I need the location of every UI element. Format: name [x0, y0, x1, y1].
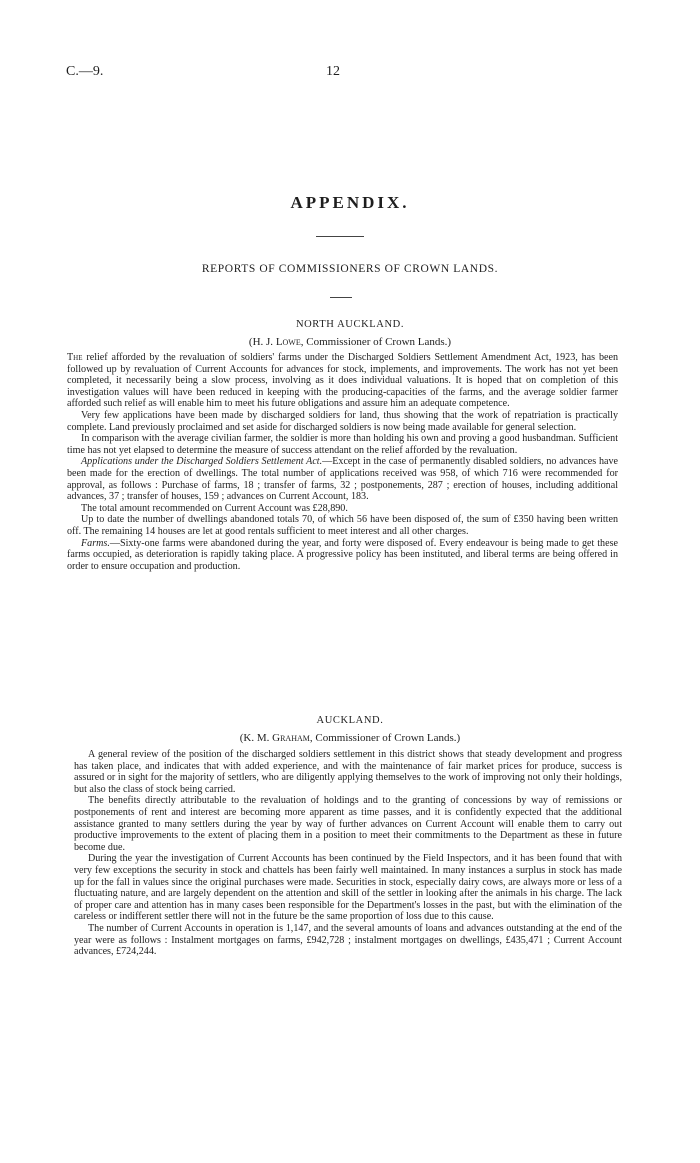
section-body-auckland: [74, 749, 622, 958]
section-author-north-auckland: (H. J. Lowe, Commissioner of Crown Lands.): [248, 336, 452, 348]
title-divider: [316, 236, 364, 237]
section-body-north-auckland: [67, 352, 618, 572]
paragraph: The total amount recommended on Current Account was £28,890.: [81, 502, 348, 514]
page-subtitle: REPORTS OF COMMISSIONERS OF CROWN LANDS.: [201, 263, 499, 275]
paragraph: Up to date the number of dwellings abandoned totals 70, of which 56 have been disposed of, the sum of £350 having been written off. The remaining 14 houses are let at good rentals sufficient to meet interest and all other charges.: [67, 514, 618, 537]
section-author-auckland: (K. M. Graham, Commissioner of Crown Lands.): [239, 732, 461, 744]
section-heading-north-auckland: NORTH AUCKLAND.: [295, 319, 405, 330]
paragraph: Very few applications have been made by discharged soldiers for land, thus showing that the work of repatriation is practically complete. Land previously proclaimed and set aside for discharged soldiers is now being made available for general selection.: [67, 409, 618, 433]
paragraph: The benefits directly attributable to the revaluation of holdings and to the granting of concessions by way of remissions or postponements of rent and interest are becoming more apparent as time passes, and it is confidently expected that the additional assistance granted to many settlers during the year by way of further advances on Current Account will enable them to carry out productive improvements to the extent of placing them in a position to meet their commitments to the Department as these in future become due.: [74, 795, 622, 853]
paragraph: During the year the investigation of Current Accounts has been continued by the Field Inspectors, and it has been found that with very few exceptions the security in stock and chattels has been fairly well maintained. In many instances a surplus in stock has made up for the fall in values since the original purchases were made. Securities in stock, especially dairy cows, are always more or less of a fluctuating nature, and are largely dependent on the attention and skill of the settler in looking after the animals in his charge. The lack of proper care and attention has in many cases been responsible for the Department's losses in the past, but with the elimination of the careless or indifferent settler there will not in the future be the same proportion of loss due to this cause.: [74, 853, 622, 923]
paragraph: In comparison with the average civilian farmer, the soldier is more than holding his own and proving a good husbandman. Sufficient time has not yet elapsed to determine the measure of success attendant on the relief afforded by the revaluation.: [67, 433, 618, 456]
subtitle-divider: [330, 297, 352, 298]
paragraph: Applications under the Discharged Soldiers Settlement Act.—Except in the case of permanently disabled soldiers, no advances have been made for the erection of dwellings. The total number of applications received was 958, of which 716 were recommended for approval, as follows : Purchase of farms, 18 ; transfer of farms, 32 ; postponements, 287 ; erection of houses, including additional advances, 37 ; transfer of houses, 159 ; advances on Current Account, 183.: [67, 456, 619, 503]
page-title: APPENDIX.: [290, 193, 410, 212]
page-number: 12: [326, 64, 340, 79]
paragraph: The number of Current Accounts in operation is 1,147, and the several amounts of loans and advances outstanding at the end of the year were as follows : Instalment mortgages on farms, £942,728 ; instalment mortgages on dwellings, £435,471 ; Current Account advances, £724,244.: [74, 922, 622, 958]
paragraph: Farms.—Sixty-one farms were abandoned during the year, and forty were disposed of. Every endeavour is being made to get these farms occupied, as deterioration is rapidly taking place. A progressive policy has been instituted, and liberal terms are being offered in order to ensure occupation and production.: [67, 537, 618, 572]
paragraph: The relief afforded by the revaluation of soldiers' farms under the Discharged Soldiers Settlement Amendment Act, 1923, has been followed up by revaluation of Current Accounts for advances for stock, implements, and improvements. The work has not yet been completed, it necessarily being a slow process, involving as it does individual valuations. It is hoped that on completion of this investigation values will have been reduced in keeping with the producing-capacities of the farms, and the average soldier farmer afforded such relief as will enable him to meet his future obligations and assure him an adequate competence.: [67, 352, 618, 410]
document-reference: C.—9.: [66, 64, 104, 79]
paragraph: A general review of the position of the discharged soldiers settlement in this district shows that steady development and progress has taken place, and indicates that with added experience, and with the maintenance of fair market prices for produce, success is assured or in sight for the majority of settlers, who are diligently applying themselves to the work of improving not only their holdings, but also the class of stock being carried.: [74, 749, 622, 795]
section-heading-auckland: AUCKLAND.: [316, 715, 384, 726]
